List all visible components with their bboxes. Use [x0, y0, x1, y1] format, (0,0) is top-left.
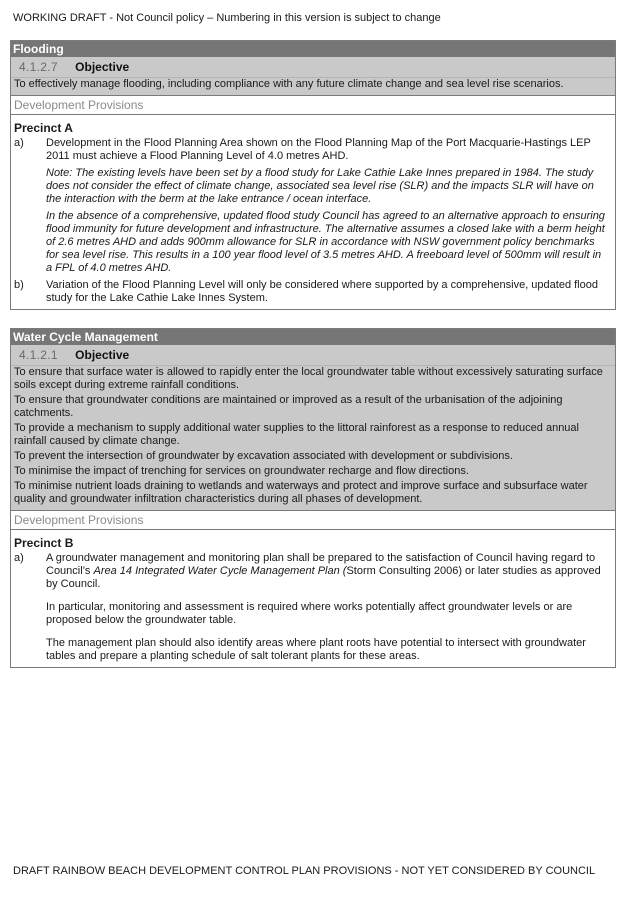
- flooding-section: [10, 40, 616, 310]
- flooding-note-2: In the absence of a comprehensive, updated flood study Council has agreed to an alternative approach to ensuring flood immunity for future development and infrastructure. The alternative assumes a closed lake with a berm height of 2.6 metres AHD and adds 900mm allowance for SLR in accordance with NSW government policy benchmarks for sea level rise. This results in a 100 year flood level of 3.5 metres AHD. A freeboard level of 500mm will result in a FPL of 4.0 metres AHD.: [46, 210, 605, 274]
- water-cycle-title: Water Cycle Management: [11, 329, 615, 345]
- item-label: a): [14, 137, 24, 149]
- water-para-2: In particular, monitoring and assessment is required where works potentially affect groundwater levels or are proposed below the groundwater table.: [46, 601, 573, 626]
- water-objective-text: To provide a mechanism to supply additional water supplies to the littoral rainforest as a response to reduced annual rainfall caused by climate change.: [14, 422, 579, 447]
- flooding-objectives: [11, 77, 615, 95]
- water-objective-text: To prevent the intersection of groundwater by excavation associated with development or subdivisions.: [14, 450, 513, 462]
- water-dev-provisions-label: Development Provisions: [11, 510, 615, 530]
- water-objective-text: To minimise nutrient loads draining to wetlands and waterways and protect and improve surface and subsurface water quality and groundwater infiltration characteristics during all phases of development.: [14, 480, 588, 505]
- page-footer: DRAFT RAINBOW BEACH DEVELOPMENT CONTROL PLAN PROVISIONS - NOT YET CONSIDERED BY COUNCIL: [13, 865, 596, 877]
- item-label: b): [14, 279, 24, 291]
- water-objective-label: Objective: [75, 348, 130, 362]
- flooding-objective-number: 4.1.2.7: [19, 60, 58, 74]
- water-objective-text: To ensure that surface water is allowed to rapidly enter the local groundwater table without excessively saturating surface soils except during extreme rainfall conditions.: [14, 366, 603, 391]
- item-text: Variation of the Flood Planning Level will only be considered where supported by a comprehensive, updated flood study for the Lake Cathie Lake Innes System.: [46, 279, 598, 304]
- flooding-item-b: [11, 279, 615, 309]
- plan-title: Area 14 Integrated Water Cycle Management Plan (: [93, 565, 347, 577]
- flooding-dev-provisions-label: Development Provisions: [11, 95, 615, 115]
- flooding-objective-text: To effectively manage flooding, including compliance with any future climate change and sea level rise scenarios.: [14, 78, 564, 90]
- item-label: a): [14, 552, 24, 564]
- water-objective-text: To ensure that groundwater conditions are maintained or improved as a result of the urbanisation of the adjoining catchments.: [14, 394, 563, 419]
- flooding-item-a: [11, 137, 615, 279]
- water-objective-heading: [11, 345, 615, 365]
- water-para-3: The management plan should also identify areas where plant roots have potential to intersect with groundwater tables and prepare a planting schedule of salt tolerant plants for these areas.: [46, 637, 586, 662]
- precinct-b-heading: Precinct B: [14, 536, 74, 550]
- item-text-part: A groundwater management and monitoring plan shall be prepared to the satisfaction of Council having regard to Council’s: [46, 552, 596, 577]
- flooding-note-1: Note: The existing levels have been set by a flood study for Lake Cathie Lake Innes prepared in 1984. The study does not consider the effect of climate change, associated sea level rise (SLR) and the impacts SLR will have on the interaction with the berm at the lake entrance / ocean interface.: [46, 167, 594, 205]
- page-header: WORKING DRAFT - Not Council policy – Numbering in this version is subject to change: [13, 12, 441, 24]
- item-text: Development in the Flood Planning Area shown on the Flood Planning Map of the Port Macquarie-Hastings LEP 2011 must achieve a Flood Planning Level of 4.0 metres AHD.: [46, 137, 591, 162]
- item-text: [46, 552, 609, 591]
- water-objective-text: To minimise the impact of trenching for services on groundwater recharge and flow directions.: [14, 465, 469, 477]
- water-item-a: [11, 552, 615, 667]
- flooding-objective-heading: [11, 57, 615, 77]
- water-cycle-section: [10, 328, 616, 668]
- water-objectives: [11, 365, 615, 510]
- precinct-a-heading: Precinct A: [14, 121, 73, 135]
- flooding-title: Flooding: [11, 41, 615, 57]
- item-text-part: Storm Consulting 2006) or later studies as approved by Council.: [46, 565, 601, 590]
- water-objective-number: 4.1.2.1: [19, 348, 58, 362]
- flooding-objective-label: Objective: [75, 60, 130, 74]
